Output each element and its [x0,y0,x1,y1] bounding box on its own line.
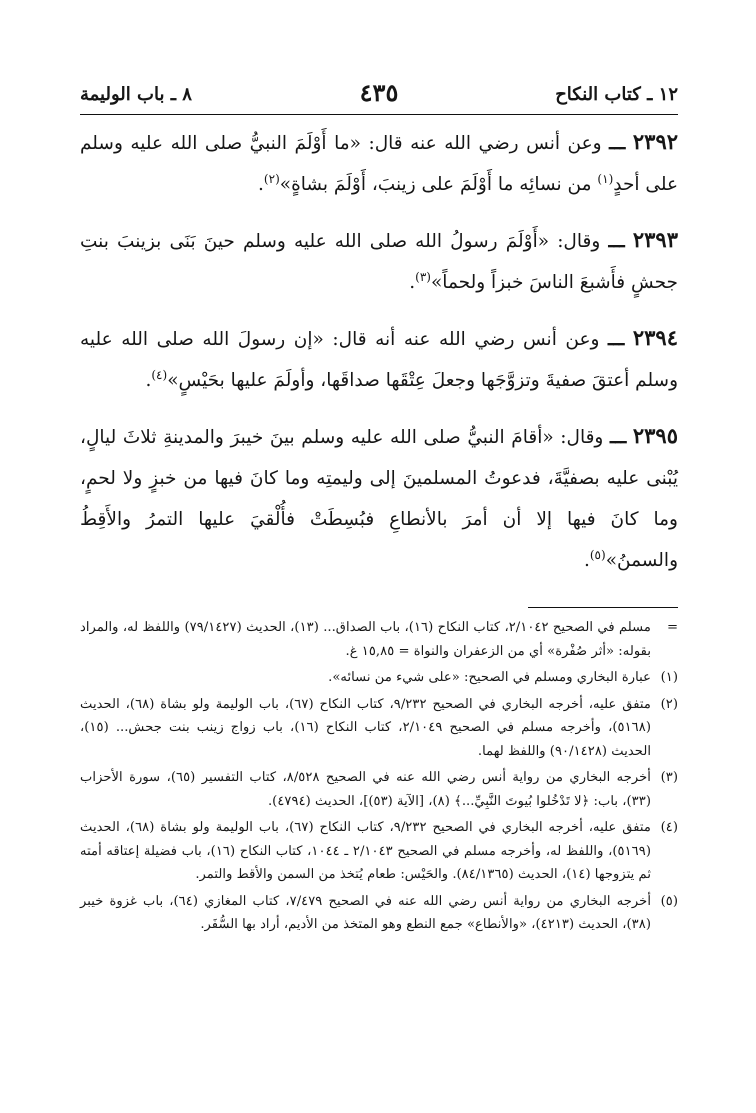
footnote-continued [80,616,678,663]
hadith-end: . [258,174,264,195]
hadith-dash: ـــ [609,133,626,154]
footnote-mark: (٤) [660,820,678,835]
hadith-2393 [80,219,678,303]
footnote-mark: (٥) [660,893,678,909]
footnote-ref: (٤) [151,367,168,382]
footnote-3 [80,766,678,813]
footnote-ref: (٣) [415,269,431,284]
footnote-5 [80,890,678,937]
footnote-text: عبارة البخاري ومسلم في الصحيح: «على شيء من نسائه». [328,670,651,685]
footnote-mark: (١) [660,670,678,685]
hadith-text-cont: من نسائِه ما أَوْلَمَ على زينبَ، أَوْلَمَ بشاةٍ» [279,174,598,195]
footnote-text: متفق عليه، أخرجه البخاري في الصحيح ٩/٢٣٢، كتاب النكاح (٦٧)، باب الوليمة ولو بشاة (٦٨)، الحديث (٥١٦٩)، واللفظ له، وأخرجه مسلم في الصحيح ٢/١٠٤٣ ـ ١٠٤٤، كتاب النكاح (١٦)، باب فضيلة إعتاقه أمته ثم يتزوجها (١٤)، الحديث (٨٤/١٣٦٥). والحَيْس: طعام يُتخذ من السمن والأقط والتمر. [80,820,651,882]
footnote-1 [80,666,678,690]
footnote-text: أخرجه البخاري من رواية أنس رضي الله عنه في الصحيح ٧/٤٧٩، كتاب المغازي (٦٤)، باب غزوة خيبر (٣٨)، الحديث (٤٢١٣)، «والأنطاع» جمع النطع وهو المتخذ من الأديم، أراد بها السُّفَر. [80,893,652,932]
section-title: ٨ ـ باب الوليمة [80,84,192,105]
footnote-mark: = [666,620,678,635]
footnote-text: أخرجه البخاري من رواية أنس رضي الله عنه في الصحيح ٨/٥٢٨، كتاب التفسير (٦٥)، سورة الأحزاب (٣٣)، باب: ﴿لا تَدْخُلوا بُيوتَ النَّبِيِّ...﴾ (٨)، [الآية (٥٣)]، الحديث (٤٧٩٤). [80,770,651,809]
hadith-number: ٢٣٩٤ [632,325,678,350]
hadith-text: وقال: «أَوْلَمَ رسولُ الله صلى الله عليه وسلم حينَ بَنَى بزينبَ بنتِ جحشٍ فأَشبعَ الناسَ خبزاً ولحماً» [80,231,678,293]
hadith-text: وعن أنس رضي الله عنه أنه قال: «إن رسولَ الله صلى الله عليه وسلم أعتقَ صفيةَ وتزوَّجَها وجعلَ عِتْقَها صداقَها، وأولَمَ عليها بحَيْسٍ» [80,329,678,391]
footnote-separator [528,607,678,608]
hadith-number: ٢٣٩٢ [632,129,679,154]
hadith-end: . [145,370,152,391]
footnote-text: متفق عليه، أخرجه البخاري في الصحيح ٩/٢٣٢، كتاب النكاح (٦٧)، باب الوليمة ولو بشاة (٦٨)، الحديث (٥١٦٨)، وأخرجه مسلم في الصحيح ٢/١٠٤٩، كتاب النكاح (١٦)، باب زواج زينب بنت جحش... (١٥)، الحديث (٩٠/١٤٢٨) واللفظ لهما. [80,696,651,759]
hadith-2394 [80,317,678,401]
hadith-end: . [409,272,416,293]
hadith-2395 [80,415,678,581]
chapter-title: ١٢ ـ كتاب النكاح [555,84,678,105]
footnote-4 [80,816,678,887]
footnote-mark: (٣) [660,770,678,785]
hadith-end: . [583,550,590,571]
footnote-2 [80,693,678,764]
footnotes [80,616,678,937]
hadith-dash: ـــ [609,427,627,448]
page-number: ٤٣٥ [359,78,399,107]
footnote-mark: (٢) [660,696,678,712]
hadith-dash: ـــ [608,231,625,252]
hadith-number: ٢٣٩٣ [632,227,678,252]
hadith-text: وعن أنس رضي الله عنه قال: «ما أَوْلَمَ النبيُّ صلى الله عليه وسلم على أحدٍ [80,133,678,195]
header-rule [80,114,678,115]
hadith-number: ٢٣٩٥ [632,423,678,448]
footnote-ref: (١) [597,171,614,186]
footnote-text: مسلم في الصحيح ٢/١٠٤٢، كتاب النكاح (١٦)، باب الصداق... (١٣)، الحديث (٧٩/١٤٢٧) واللفظ له، والمراد بقوله: «أثر صُفْرة» أي من الزعفران والنواة = ١٥,٨٥ غ. [80,620,651,659]
footnote-ref: (٥) [589,547,606,562]
running-header [80,78,678,114]
footnote-ref: (٢) [263,171,280,186]
hadith-text: وقال: «أقامَ النبيُّ صلى الله عليه وسلم بينَ خيبرَ والمدينةِ ثلاثَ ليالٍ، يُبْنى عليه بصفيَّةَ، فدعوتُ المسلمينَ إلى وليمتِه وما كانَ فيها من خبزٍ ولا لحمٍ، وما كانَ فيها إلا أن أمرَ بالأنطاعِ فبُسِطَتْ فأُلْقيَ عليها التمرُ والأَقِطُ والسمنُ» [80,427,678,571]
hadith-2392 [80,121,678,205]
page [80,78,678,940]
hadith-dash: ـــ [608,329,625,350]
